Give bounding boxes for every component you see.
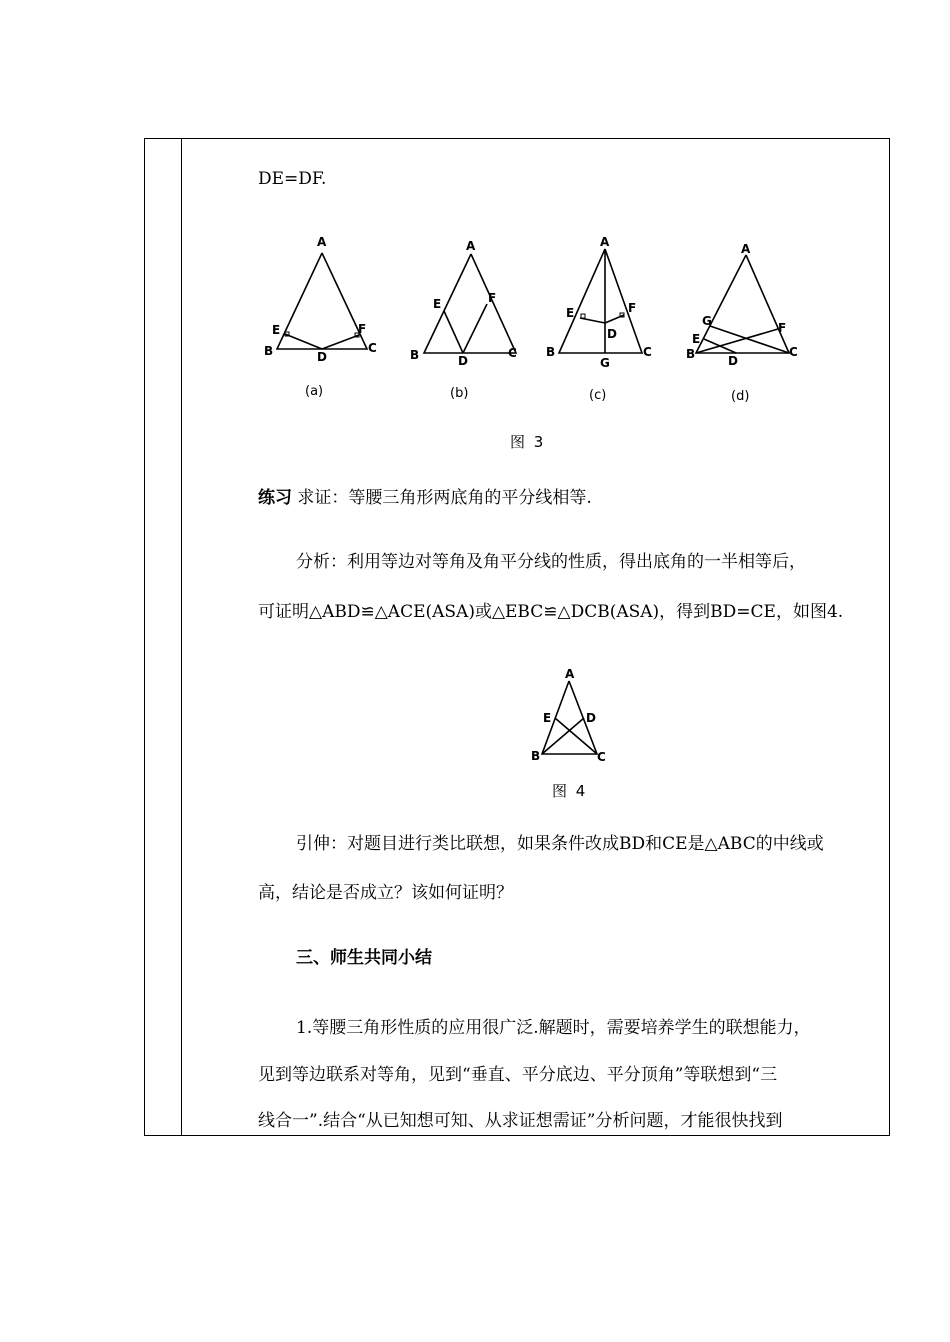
- section-3-heading: 三、师生共同小结: [296, 948, 432, 968]
- fig3c-label-G: G: [600, 356, 610, 370]
- fig4-label-A: A: [565, 667, 575, 681]
- exercise-statement: 求证：等腰三角形两底角的平分线相等.: [292, 488, 592, 508]
- summary-line-1: 1.等腰三角形性质的应用很广泛.解题时，需要培养学生的联想能力，: [296, 1018, 811, 1038]
- fig3c-label-B: B: [546, 345, 556, 359]
- fig3a-label-D: D: [317, 350, 327, 364]
- fig4-label-B: B: [531, 749, 541, 763]
- analysis-line-1: 分析：利用等边对等角及角平分线的性质，得出底角的一半相等后，: [296, 552, 806, 572]
- fig3d-label-G: G: [702, 314, 712, 328]
- continuation-text: DE=DF.: [258, 169, 327, 189]
- figure-3d-label: (d): [731, 389, 750, 404]
- figure-3: [250, 228, 830, 378]
- table-column-divider: [181, 138, 182, 1136]
- fig4-label-E: E: [543, 711, 552, 725]
- fig4-label-C: C: [597, 750, 606, 764]
- figure-3b-label: (b): [450, 386, 469, 401]
- fig3a-label-F: F: [358, 322, 367, 336]
- figure-3-caption: 图 3: [510, 433, 546, 451]
- fig3a-label-B: B: [264, 344, 274, 358]
- fig3b-label-E: E: [433, 297, 442, 311]
- fig3d-label-A: A: [741, 242, 751, 256]
- figure-4: [526, 666, 616, 766]
- extension-line-1: 引伸：对题目进行类比联想，如果条件改成BD和CE是△ABC的中线或: [296, 834, 824, 854]
- fig3d-label-C: C: [789, 345, 798, 359]
- exercise-heading: 练习: [258, 488, 292, 508]
- fig3d-label-B: B: [686, 347, 696, 361]
- figure-3d-diagram: [696, 255, 789, 353]
- fig3b-label-F: F: [488, 291, 497, 305]
- fig3b-label-D: D: [458, 354, 468, 368]
- fig3b-label-C: C: [508, 346, 517, 360]
- fig4-label-D: D: [586, 711, 596, 725]
- fig3c-label-D: D: [607, 327, 617, 341]
- figure-3c-label: (c): [589, 388, 607, 403]
- fig3a-label-C: C: [368, 341, 377, 355]
- figure-3a-label: (a): [305, 384, 324, 399]
- extension-line-2: 高，结论是否成立？该如何证明？: [258, 883, 513, 903]
- fig3c-label-E: E: [566, 306, 575, 320]
- analysis-line-2: 可证明△ABD≌△ACE(ASA)或△EBC≌△DCB(ASA)，得到BD=CE，如图4.: [258, 602, 844, 622]
- summary-line-3: 线合一”.结合“从已知想可知、从求证想需证”分析问题，才能很快找到: [258, 1111, 783, 1131]
- fig3c-label-A: A: [600, 235, 610, 249]
- fig3c-label-F: F: [628, 301, 637, 315]
- figure-3a-diagram: [277, 253, 367, 349]
- fig3a-label-A: A: [317, 235, 327, 249]
- fig3b-label-B: B: [410, 348, 420, 362]
- fig3b-label-A: A: [466, 239, 476, 253]
- fig3d-label-D: D: [728, 354, 738, 368]
- fig3c-label-C: C: [643, 345, 652, 359]
- figure-4-caption: 图 4: [552, 782, 588, 800]
- fig3d-label-F: F: [778, 321, 787, 335]
- fig3d-label-E: E: [692, 332, 701, 346]
- fig3a-label-E: E: [272, 323, 281, 337]
- summary-line-2: 见到等边联系对等角，见到“垂直、平分底边、平分顶角”等联想到“三: [258, 1065, 778, 1085]
- exercise-paragraph: [258, 487, 592, 509]
